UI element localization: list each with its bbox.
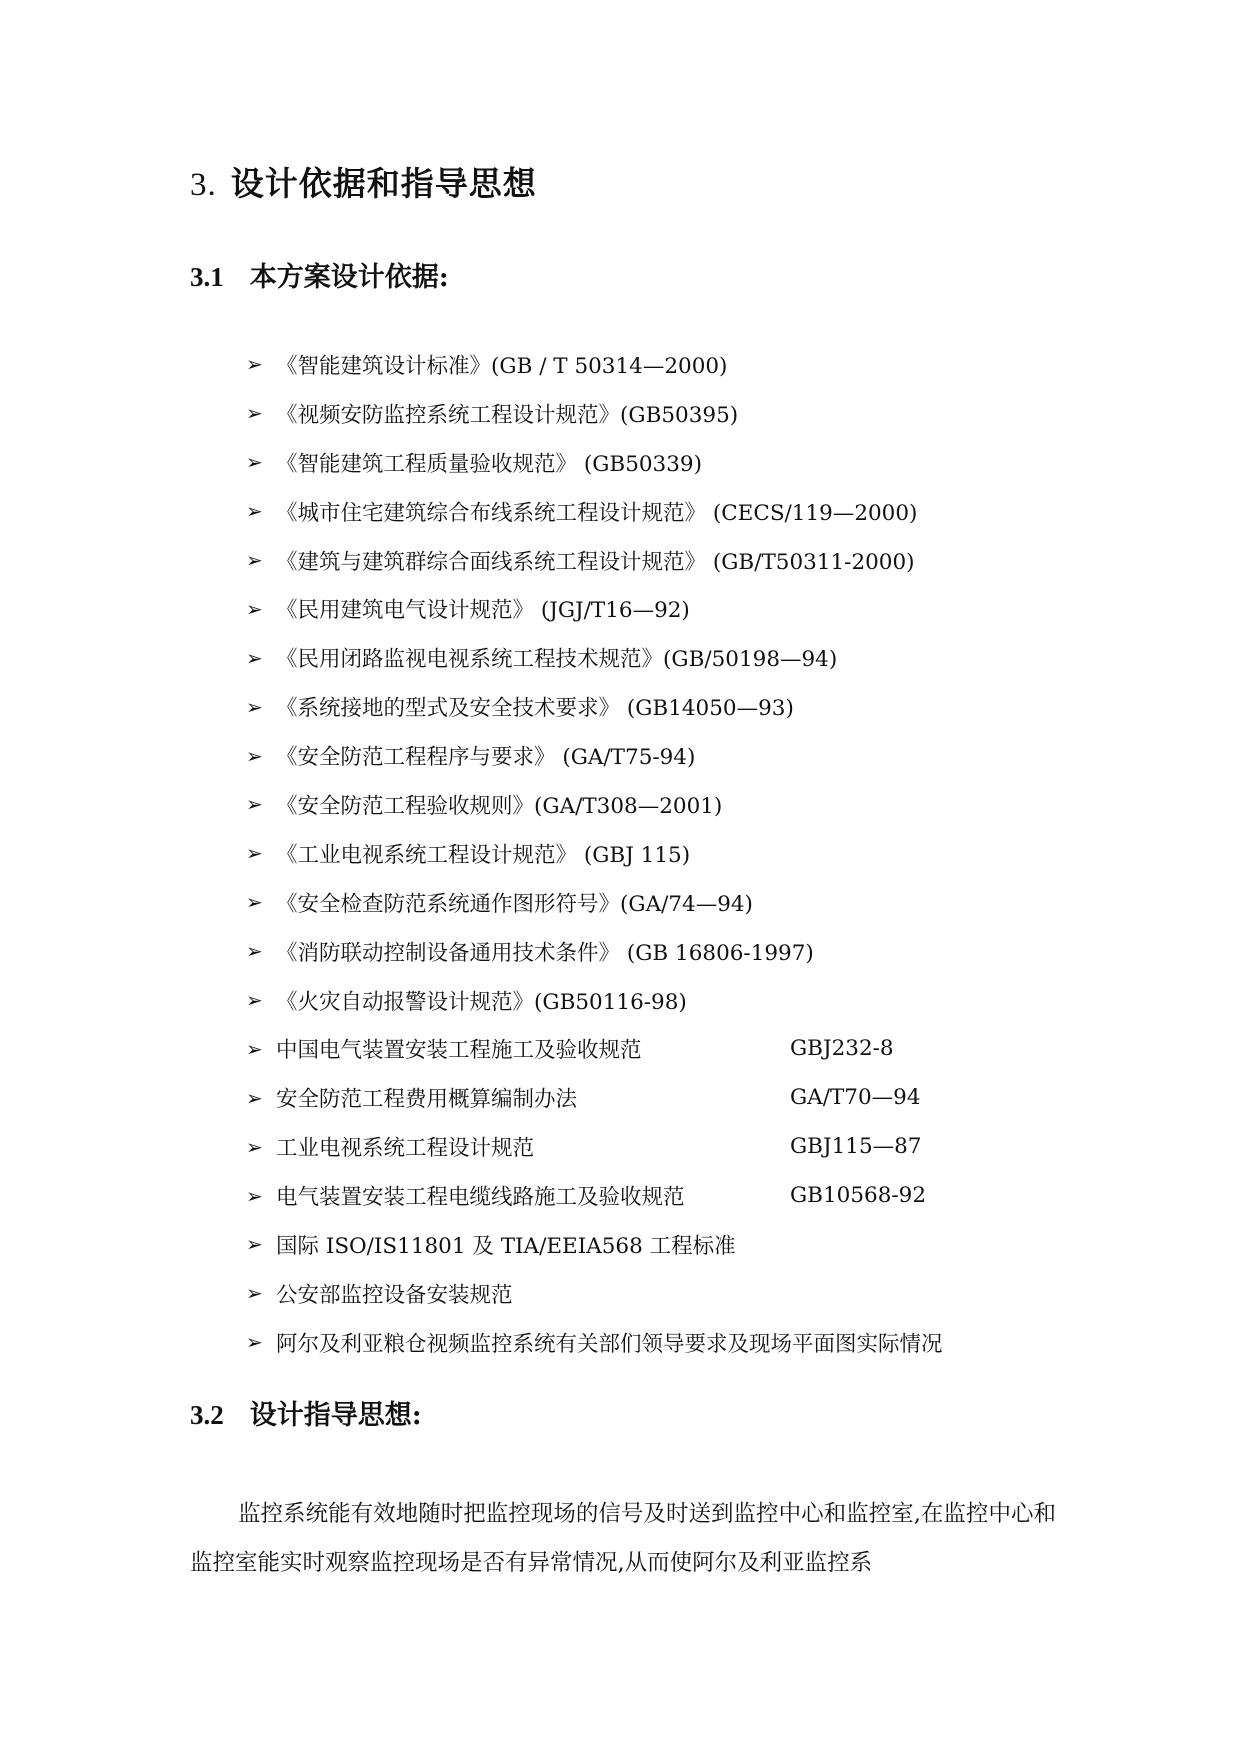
reference-text: 《城市住宅建筑综合布线系统工程设计规范》 (CECS/119—2000) <box>276 500 918 526</box>
arrow-bullet-icon: ➢ <box>246 1085 263 1110</box>
reference-text: 《安全防范工程验收规则》(GA/T308—2001) <box>276 793 723 819</box>
arrow-bullet-icon: ➢ <box>246 401 263 426</box>
reference-text: 《智能建筑设计标准》(GB / T 50314—2000) <box>276 353 728 379</box>
arrow-bullet-icon: ➢ <box>246 1330 263 1355</box>
arrow-bullet-icon: ➢ <box>246 841 263 866</box>
reference-item <box>246 1171 943 1220</box>
reference-text: 《民用闭路监视电视系统工程技术规范》(GB/50198—94) <box>276 647 838 673</box>
section-number: 3.2 <box>190 1400 224 1430</box>
reference-item <box>246 340 943 389</box>
reference-item <box>246 1024 943 1073</box>
reference-text: 《消防联动控制设备通用技术条件》 (GB 16806-1997) <box>276 940 814 966</box>
reference-text: 公安部监控设备安装规范 <box>276 1282 513 1308</box>
section-heading-3-2 <box>190 1393 422 1432</box>
section-number: 3.1 <box>190 262 224 292</box>
reference-item <box>246 927 943 976</box>
reference-text: 《视频安防监控系统工程设计规范》(GB50395) <box>276 402 739 428</box>
reference-text: 《工业电视系统工程设计规范》 (GBJ 115) <box>276 842 691 868</box>
reference-text: 阿尔及利亚粮仓视频监控系统有关部们领导要求及现场平面图实际情况 <box>276 1331 943 1357</box>
section-title: 设计指导思想: <box>249 1400 422 1431</box>
arrow-bullet-icon: ➢ <box>246 645 263 670</box>
reference-text: 工业电视系统工程设计规范 <box>276 1136 535 1162</box>
reference-text: 《民用建筑电气设计规范》 (JGJ/T16—92) <box>276 598 690 624</box>
reference-code: GBJ232-8 <box>790 1036 894 1062</box>
reference-text: 国际 ISO/IS11801 及 TIA/EEIA568 工程标准 <box>276 1233 736 1259</box>
arrow-bullet-icon: ➢ <box>246 1281 263 1306</box>
arrow-bullet-icon: ➢ <box>246 792 263 817</box>
reference-item <box>246 976 943 1025</box>
arrow-bullet-icon: ➢ <box>246 1232 263 1257</box>
reference-item <box>246 487 943 536</box>
arrow-bullet-icon: ➢ <box>246 450 263 475</box>
reference-text: 《建筑与建筑群综合面线系统工程设计规范》 (GB/T50311-2000) <box>276 549 915 575</box>
arrow-bullet-icon: ➢ <box>246 548 263 572</box>
arrow-bullet-icon: ➢ <box>246 352 263 377</box>
arrow-bullet-icon: ➢ <box>246 939 263 964</box>
arrow-bullet-icon: ➢ <box>246 743 263 768</box>
reference-item <box>246 780 943 829</box>
reference-item <box>246 633 943 682</box>
section-title: 本方案设计依据: <box>249 262 449 293</box>
section-heading-3-1 <box>190 255 449 294</box>
chapter-number: 3. <box>190 167 217 203</box>
reference-code: GA/T70—94 <box>790 1085 921 1111</box>
reference-text: 《安全防范工程程序与要求》 (GA/T75-94) <box>276 745 696 771</box>
arrow-bullet-icon: ➢ <box>246 1134 263 1159</box>
reference-text: 电气装置安装工程电缆线路施工及验收规范 <box>276 1185 685 1211</box>
reference-item <box>246 1318 943 1367</box>
arrow-bullet-icon: ➢ <box>246 1036 263 1061</box>
reference-item <box>246 731 943 780</box>
reference-text: 《系统接地的型式及安全技术要求》 (GB14050—93) <box>276 696 794 722</box>
reference-item <box>246 584 943 633</box>
reference-text: 《火灾自动报警设计规范》(GB50116-98) <box>276 989 687 1015</box>
reference-text: 《智能建筑工程质量验收规范》 (GB50339) <box>276 451 702 477</box>
reference-text: 《安全检查防范系统通作图形符号》(GA/74—94) <box>276 891 753 917</box>
arrow-bullet-icon: ➢ <box>246 988 263 1013</box>
reference-item <box>246 1269 943 1318</box>
reference-item <box>246 1073 943 1122</box>
arrow-bullet-icon: ➢ <box>246 890 263 915</box>
arrow-bullet-icon: ➢ <box>246 1183 263 1208</box>
body-paragraph: 监控系统能有效地随时把监控现场的信号及时送到监控中心和监控室,在监控中心和监控室能实时观察监控现场是否有异常情况,从而使阿尔及利亚监控系 <box>190 1501 1056 1576</box>
reference-item <box>246 536 943 585</box>
reference-item <box>246 878 943 927</box>
chapter-heading <box>190 158 537 205</box>
reference-item <box>246 829 943 878</box>
arrow-bullet-icon: ➢ <box>246 694 263 719</box>
reference-item <box>246 438 943 487</box>
reference-item <box>246 682 943 731</box>
arrow-bullet-icon: ➢ <box>246 499 263 524</box>
reference-text: 中国电气装置安装工程施工及验收规范 <box>276 1038 642 1064</box>
reference-code: GB10568-92 <box>790 1183 926 1209</box>
reference-item <box>246 389 943 438</box>
arrow-bullet-icon: ➢ <box>246 596 263 621</box>
reference-item <box>246 1122 943 1171</box>
chapter-title: 设计依据和指导思想 <box>230 164 537 203</box>
reference-code: GBJ115—87 <box>790 1134 922 1160</box>
reference-list <box>246 340 943 1367</box>
reference-item <box>246 1220 943 1269</box>
reference-text: 安全防范工程费用概算编制办法 <box>276 1087 578 1113</box>
